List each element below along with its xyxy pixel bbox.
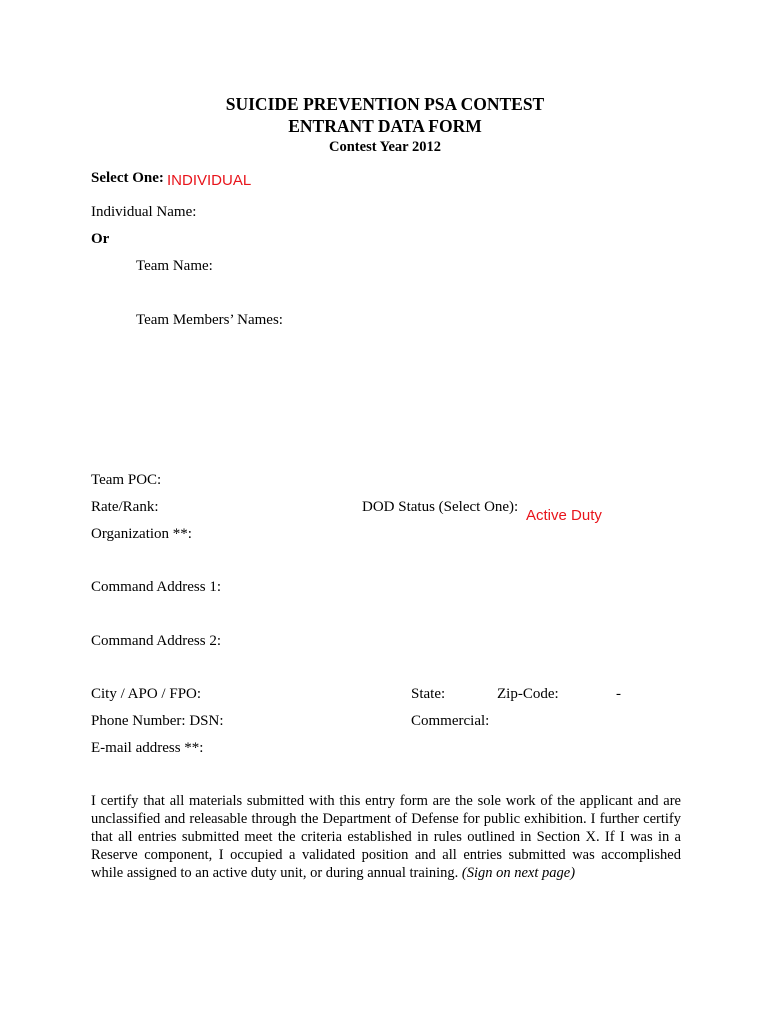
zip-field[interactable] xyxy=(565,686,613,704)
email-label: E-mail address **: xyxy=(91,740,204,756)
form-title-line2: ENTRANT DATA FORM xyxy=(288,116,482,136)
rate-rank-label: Rate/Rank: xyxy=(91,499,159,515)
individual-name-label: Individual Name: xyxy=(91,204,197,220)
email-field[interactable] xyxy=(212,740,332,758)
contest-year: Contest Year 2012 xyxy=(329,139,441,155)
city-label: City / APO / FPO: xyxy=(91,686,202,702)
team-poc-label: Team POC: xyxy=(91,472,162,488)
rate-rank-field[interactable] xyxy=(168,499,288,517)
sign-note: (Sign on next page) xyxy=(461,865,576,881)
command-address-2-field[interactable] xyxy=(230,633,350,651)
zip-label: Zip-Code: xyxy=(497,686,559,702)
team-poc-field[interactable] xyxy=(170,472,290,490)
zip-separator: - xyxy=(616,686,621,702)
commercial-field[interactable] xyxy=(496,713,616,731)
certification-statement xyxy=(91,792,681,882)
state-field[interactable] xyxy=(452,686,492,704)
phone-dsn-label: Phone Number: DSN: xyxy=(91,713,224,729)
phone-dsn-field[interactable] xyxy=(230,713,350,731)
certification-text: I certify that all materials submitted with this entry form are the sole work of the applicant and are unclassified and releasable through the Department of Defense for public exhibition. I further certify that all entries submitted meet the criteria established in rules outlined in Section X. If I was in a Reserve component, I occupied a validated position and all entries submitted was accomplished while assigned to an active duty unit, or during annual training. xyxy=(91,793,681,881)
team-members-label: Team Members’ Names: xyxy=(136,312,283,328)
organization-label: Organization **: xyxy=(91,526,192,542)
team-name-label: Team Name: xyxy=(136,258,213,274)
select-one-dropdown[interactable]: INDIVIDUAL xyxy=(167,172,252,189)
team-members-field[interactable] xyxy=(136,336,636,456)
organization-field[interactable] xyxy=(202,526,322,544)
dod-status-label: DOD Status (Select One): xyxy=(362,499,519,515)
or-label: Or xyxy=(91,231,110,247)
command-address-2-label: Command Address 2: xyxy=(91,633,221,649)
individual-name-field[interactable] xyxy=(205,204,325,222)
dod-status-dropdown[interactable]: Active Duty xyxy=(526,507,602,524)
command-address-1-field[interactable] xyxy=(230,579,350,597)
commercial-label: Commercial: xyxy=(411,713,490,729)
state-label: State: xyxy=(411,686,446,702)
form-title-line1: SUICIDE PREVENTION PSA CONTEST xyxy=(225,94,545,114)
city-field[interactable] xyxy=(210,686,330,704)
select-one-label: Select One: xyxy=(91,170,164,186)
team-name-field[interactable] xyxy=(225,258,345,276)
command-address-1-label: Command Address 1: xyxy=(91,579,221,595)
